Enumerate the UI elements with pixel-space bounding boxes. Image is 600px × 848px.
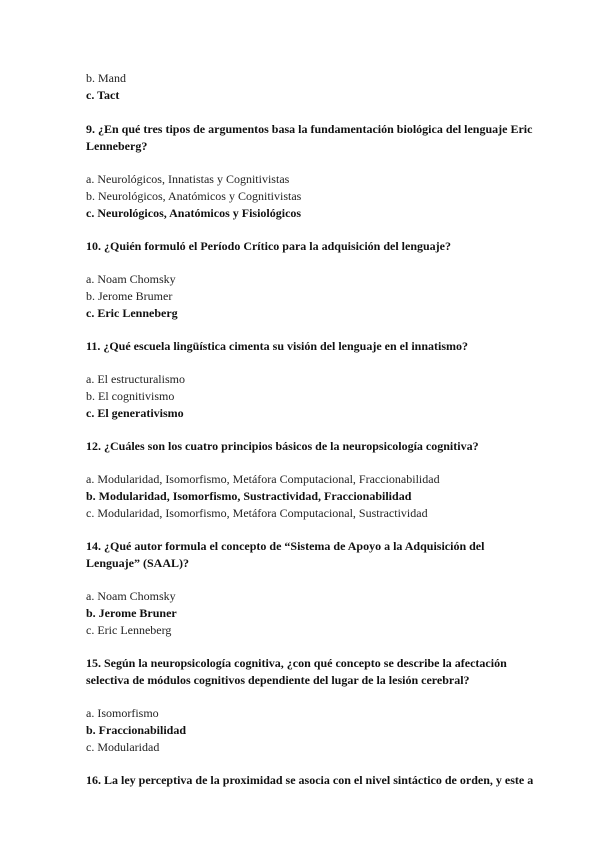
- answer-option: b. Mand: [86, 71, 126, 85]
- answer-option: a. Noam Chomsky: [86, 272, 176, 286]
- answer-option: c. Modularidad, Isomorfismo, Metáfora Computacional, Sustractividad: [86, 506, 428, 520]
- answer-option: a. Noam Chomsky: [86, 589, 176, 603]
- correct-answer-option: c. Neurológicos, Anatómicos y Fisiológicos: [86, 206, 302, 220]
- answer-option: a. Neurológicos, Innatistas y Cognitivistas: [86, 172, 290, 186]
- question-title: 9. ¿En qué tres tipos de argumentos basa la fundamentación biológica del lenguaje Eric Lenneberg?: [86, 122, 533, 153]
- answer-option: b. Neurológicos, Anatómicos y Cognitivistas: [86, 189, 302, 203]
- answer-option: b. El cognitivismo: [86, 389, 175, 403]
- document-page: [86, 70, 536, 805]
- answer-option: c. Modularidad: [86, 740, 160, 754]
- question-title: 15. Según la neuropsicología cognitiva, ¿con qué concepto se describe la afectación selectiva de módulos cognitivos dependiente del lugar de la lesión cerebral?: [86, 656, 507, 687]
- correct-answer-option: b. Fraccionabilidad: [86, 723, 187, 737]
- answer-option: b. Jerome Brumer: [86, 289, 173, 303]
- answer-option: a. El estructuralismo: [86, 372, 185, 386]
- question-title: 12. ¿Cuáles son los cuatro principios básicos de la neuropsicología cognitiva?: [86, 439, 479, 453]
- correct-answer-option: c. Tact: [86, 88, 120, 102]
- answer-option: a. Modularidad, Isomorfismo, Metáfora Computacional, Fraccionabilidad: [86, 472, 440, 486]
- correct-answer-option: b. Jerome Bruner: [86, 606, 177, 620]
- question-title: 14. ¿Qué autor formula el concepto de “Sistema de Apoyo a la Adquisición del Lenguaje” (SAAL)?: [86, 539, 485, 570]
- question-title: 10. ¿Quién formuló el Período Crítico para la adquisición del lenguaje?: [86, 239, 451, 253]
- question-title: 11. ¿Qué escuela lingüística cimenta su visión del lenguaje en el innatismo?: [86, 339, 469, 353]
- correct-answer-option: c. Eric Lenneberg: [86, 306, 178, 320]
- answer-option: a. Isomorfismo: [86, 706, 159, 720]
- answer-option: c. Eric Lenneberg: [86, 623, 172, 637]
- correct-answer-option: b. Modularidad, Isomorfismo, Sustractividad, Fraccionabilidad: [86, 489, 412, 503]
- correct-answer-option: c. El generativismo: [86, 406, 184, 420]
- question-title: 16. La ley perceptiva de la proximidad se asocia con el nivel sintáctico de orden, y este a: [86, 773, 534, 787]
